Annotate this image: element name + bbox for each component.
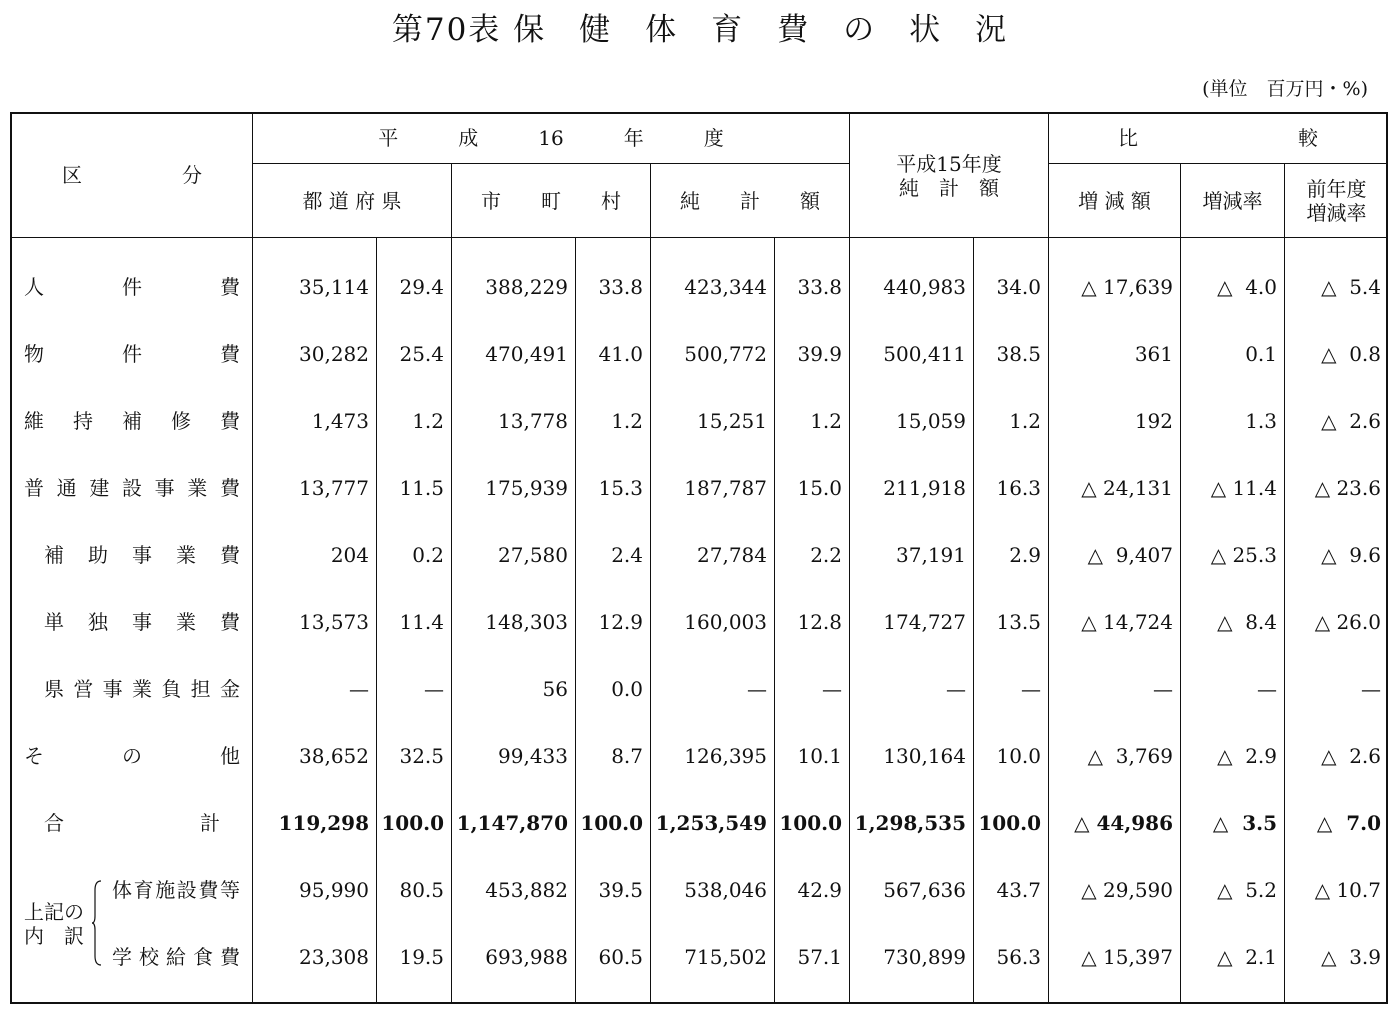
table-cell: △ 29,590 — [1081, 878, 1173, 902]
table-cell: 13,573 — [299, 610, 369, 634]
row-label-char: 費 — [220, 342, 240, 366]
grid-line — [1180, 163, 1181, 1004]
table-cell: 453,882 — [485, 878, 568, 902]
table-cell: 43.7 — [996, 878, 1041, 902]
table-cell: — — [1361, 677, 1381, 701]
unit-label: (単位 百万円・%) — [1202, 78, 1368, 100]
row-label — [112, 878, 240, 902]
table-cell: 33.8 — [598, 275, 643, 299]
table-cell: 1.2 — [611, 409, 643, 433]
table-cell: 1.3 — [1245, 409, 1277, 433]
header-h16: 平 成 16 年 度 — [378, 126, 724, 150]
row-label-char: 業 — [176, 543, 196, 567]
row-label-char: 件 — [122, 342, 142, 366]
table-cell: 38.5 — [996, 342, 1041, 366]
row-label-char: 維 — [24, 409, 44, 433]
table-cell: 0.1 — [1245, 342, 1277, 366]
table-cell: 1,253,549 — [655, 811, 767, 835]
table-cell: △ 9,407 — [1087, 543, 1173, 567]
row-label-char: 通 — [56, 476, 77, 500]
table-cell: 100.0 — [580, 811, 643, 835]
header-diff-rate: 増減率 — [1202, 189, 1263, 213]
table-cell: 2.2 — [810, 543, 842, 567]
table-cell: △ 44,986 — [1074, 811, 1173, 835]
row-label-char: 補 — [44, 543, 64, 567]
table-cell: 148,303 — [485, 610, 568, 634]
row-label-char: 業 — [176, 610, 196, 634]
table-cell: 100.0 — [779, 811, 842, 835]
table-cell: 1,298,535 — [854, 811, 966, 835]
page-title: 第70表 保 健 体 育 費 の 状 況 — [391, 12, 1009, 48]
table-cell: 500,772 — [684, 342, 767, 366]
table-cell: 2.9 — [1009, 543, 1041, 567]
table-cell: 1.2 — [412, 409, 444, 433]
table-cell: △ 24,131 — [1081, 476, 1173, 500]
grid-line — [849, 112, 850, 1004]
grid-line — [253, 163, 849, 164]
row-label-char: 給 — [166, 945, 186, 969]
table-cell: 35,114 — [299, 275, 369, 299]
table-cell: 15,059 — [896, 409, 966, 433]
row-label-char: 費 — [219, 476, 240, 500]
table-cell: 1,473 — [311, 409, 369, 433]
header-kubun: 区 分 — [62, 163, 202, 187]
table-cell: 0.2 — [412, 543, 444, 567]
row-label-char: 食 — [193, 945, 213, 969]
row-label-char: 計 — [200, 811, 220, 835]
row-label-char: 学 — [112, 945, 132, 969]
table-cell: △ 23.6 — [1314, 476, 1381, 500]
row-label-char: 費 — [198, 878, 219, 902]
row-label-char: 県 — [44, 677, 64, 701]
table-cell: 470,491 — [485, 342, 568, 366]
header-diff-amount: 増 減 額 — [1078, 189, 1151, 213]
table-cell: 8.7 — [611, 744, 643, 768]
row-label-char: 他 — [220, 744, 240, 768]
row-label-char: 物 — [24, 342, 44, 366]
table-cell: 15.3 — [598, 476, 643, 500]
table-cell: — — [1153, 677, 1173, 701]
grid-line — [1284, 163, 1285, 1004]
table-cell: 192 — [1134, 409, 1173, 433]
table-cell: 10.1 — [797, 744, 842, 768]
table-cell: △ 0.8 — [1321, 342, 1381, 366]
table-cell: — — [747, 677, 767, 701]
table-cell: 12.8 — [797, 610, 842, 634]
table-cell: 126,395 — [684, 744, 767, 768]
breakdown-label-line1: 上記の — [24, 900, 84, 924]
table-cell: 34.0 — [996, 275, 1041, 299]
breakdown-brace — [92, 880, 102, 966]
row-label — [44, 543, 240, 567]
table-cell: 1,147,870 — [456, 811, 568, 835]
table-cell: — — [822, 677, 842, 701]
row-label-char: 担 — [190, 677, 211, 701]
table-cell: △ 5.4 — [1321, 275, 1381, 299]
table-cell: 27,784 — [697, 543, 767, 567]
row-label — [44, 811, 220, 835]
table-cell: △ 3,769 — [1087, 744, 1173, 768]
table-cell: — — [424, 677, 444, 701]
table-cell: 99,433 — [498, 744, 568, 768]
table-cell: △ 9.6 — [1321, 543, 1381, 567]
header-h15-line1: 平成15年度 — [896, 152, 1002, 176]
table-cell: 693,988 — [485, 945, 568, 969]
table-cell: 30,282 — [299, 342, 369, 366]
row-label-char: 修 — [171, 409, 191, 433]
table-cell: 56 — [542, 677, 568, 701]
table-cell: 160,003 — [684, 610, 767, 634]
row-label-char: 事 — [102, 677, 123, 701]
table-cell: 60.5 — [598, 945, 643, 969]
header-prev-line1: 前年度 — [1306, 177, 1367, 201]
row-label-char: 単 — [44, 610, 64, 634]
row-label-char: 普 — [24, 476, 44, 500]
table-cell: 423,344 — [684, 275, 767, 299]
row-label — [24, 275, 240, 299]
table-cell: 388,229 — [485, 275, 568, 299]
table-cell: 37,191 — [896, 543, 966, 567]
table-cell: 23,308 — [299, 945, 369, 969]
table-cell: 42.9 — [797, 878, 842, 902]
table-cell: 174,727 — [883, 610, 966, 634]
row-label — [24, 476, 240, 500]
table-cell: 39.9 — [797, 342, 842, 366]
header-comparison: 比 較 — [1118, 126, 1318, 150]
row-label — [24, 342, 240, 366]
table-cell: 13,778 — [498, 409, 568, 433]
table-cell: △ 2.6 — [1321, 409, 1381, 433]
table-cell: 100.0 — [381, 811, 444, 835]
row-label-char: そ — [24, 744, 44, 768]
table-cell: 80.5 — [399, 878, 444, 902]
table-cell: △ 4.0 — [1217, 275, 1277, 299]
table-cell: △ 26.0 — [1314, 610, 1381, 634]
grid-line — [1049, 163, 1388, 164]
grid-line — [1048, 112, 1049, 1004]
table-cell: 2.4 — [611, 543, 643, 567]
header-prefecture: 都 道 府 県 — [302, 189, 402, 213]
row-label-char: 校 — [139, 945, 159, 969]
table-cell: 130,164 — [883, 744, 966, 768]
grid-line — [252, 112, 253, 1004]
table-cell: 538,046 — [684, 878, 767, 902]
row-label-char: 施 — [155, 878, 176, 902]
table-cell: △ 7.0 — [1316, 811, 1381, 835]
table-cell: △ 15,397 — [1081, 945, 1173, 969]
table-cell: △ 2.1 — [1217, 945, 1277, 969]
table-cell: 1.2 — [810, 409, 842, 433]
table-cell: 16.3 — [996, 476, 1041, 500]
row-label-char: 建 — [89, 476, 110, 500]
table-cell: △ 3.9 — [1321, 945, 1381, 969]
table-cell: △ 8.4 — [1217, 610, 1277, 634]
grid-line — [973, 237, 974, 1004]
grid-line — [650, 163, 651, 1004]
table-cell: 119,298 — [278, 811, 369, 835]
breakdown-label-line2: 内 訳 — [24, 924, 84, 948]
table-cell: △ 25.3 — [1210, 543, 1277, 567]
table-cell: 204 — [330, 543, 369, 567]
grid-line — [451, 163, 452, 1004]
row-label-char: 育 — [133, 878, 154, 902]
table-cell: 15.0 — [797, 476, 842, 500]
row-label-char: 金 — [219, 677, 240, 701]
row-label-char: 合 — [44, 811, 64, 835]
row-label-char: 費 — [220, 409, 240, 433]
table-cell: — — [1257, 677, 1277, 701]
row-label-char: 設 — [121, 476, 142, 500]
row-label-char: の — [122, 744, 142, 768]
row-label-char: 業 — [187, 476, 208, 500]
header-net-total: 純 計 額 — [680, 189, 820, 213]
table-cell: 567,636 — [883, 878, 966, 902]
table-cell: 11.4 — [399, 610, 444, 634]
row-label — [44, 610, 240, 634]
row-label-char: 営 — [73, 677, 94, 701]
row-label-char: 等 — [219, 878, 240, 902]
header-h15-line2: 純 計 額 — [899, 176, 999, 200]
table-cell: 38,652 — [299, 744, 369, 768]
table-cell: 57.1 — [797, 945, 842, 969]
table-cell: 13,777 — [299, 476, 369, 500]
table-cell: 361 — [1134, 342, 1173, 366]
row-label-char: 件 — [122, 275, 142, 299]
row-label-char: 助 — [88, 543, 108, 567]
row-label-char: 費 — [220, 610, 240, 634]
table-cell: — — [946, 677, 966, 701]
table-cell: 1.2 — [1009, 409, 1041, 433]
table-cell: 25.4 — [399, 342, 444, 366]
table-cell: 730,899 — [883, 945, 966, 969]
row-label — [112, 945, 240, 969]
table-cell: 0.0 — [611, 677, 643, 701]
table-cell: 715,502 — [684, 945, 767, 969]
table-cell: △ 10.7 — [1314, 878, 1381, 902]
table-cell: 211,918 — [883, 476, 966, 500]
row-label-char: 事 — [154, 476, 175, 500]
table-cell: △ 14,724 — [1081, 610, 1173, 634]
table-cell: 19.5 — [399, 945, 444, 969]
row-label-char: 持 — [73, 409, 93, 433]
table-cell: 187,787 — [684, 476, 767, 500]
grid-line — [575, 237, 576, 1004]
table-cell: △ 11.4 — [1210, 476, 1277, 500]
row-label-char: 事 — [132, 543, 152, 567]
grid-line — [774, 237, 775, 1004]
table-cell: △ 2.9 — [1217, 744, 1277, 768]
table-cell: △ 17,639 — [1081, 275, 1173, 299]
table-cell: 100.0 — [978, 811, 1041, 835]
table-cell: — — [1021, 677, 1041, 701]
row-label-char: 補 — [122, 409, 142, 433]
table-cell: 95,990 — [299, 878, 369, 902]
table-cell: △ 2.6 — [1321, 744, 1381, 768]
table-cell: 15,251 — [697, 409, 767, 433]
row-label-char: 業 — [131, 677, 152, 701]
table-cell: △ 5.2 — [1217, 878, 1277, 902]
row-label-char: 事 — [132, 610, 152, 634]
row-label-char: 費 — [220, 275, 240, 299]
table-cell: 11.5 — [399, 476, 444, 500]
row-label-char: 費 — [220, 543, 240, 567]
table-cell: 500,411 — [883, 342, 966, 366]
table-cell: 33.8 — [797, 275, 842, 299]
row-label-char: 人 — [24, 275, 44, 299]
grid-line — [376, 237, 377, 1004]
table-cell: 29.4 — [399, 275, 444, 299]
table-cell: 175,939 — [485, 476, 568, 500]
grid-line — [10, 237, 1388, 238]
header-municipality: 市 町 村 — [481, 189, 621, 213]
row-label — [24, 744, 240, 768]
table-cell: 41.0 — [598, 342, 643, 366]
table-cell: 440,983 — [883, 275, 966, 299]
table-cell: 56.3 — [996, 945, 1041, 969]
row-label-char: 設 — [176, 878, 197, 902]
table-cell: △ 3.5 — [1212, 811, 1277, 835]
row-label-char: 費 — [220, 945, 240, 969]
row-label-char: 負 — [161, 677, 182, 701]
table-cell: 12.9 — [598, 610, 643, 634]
table-cell: 39.5 — [598, 878, 643, 902]
header-prev-line2: 増減率 — [1306, 201, 1367, 225]
table-cell: 10.0 — [996, 744, 1041, 768]
table-cell: 32.5 — [399, 744, 444, 768]
row-label-char: 独 — [88, 610, 108, 634]
row-label — [44, 677, 240, 701]
table-cell: — — [349, 677, 369, 701]
row-label-char: 体 — [112, 878, 132, 902]
row-label — [24, 409, 240, 433]
table-cell: 27,580 — [498, 543, 568, 567]
table-cell: 13.5 — [996, 610, 1041, 634]
